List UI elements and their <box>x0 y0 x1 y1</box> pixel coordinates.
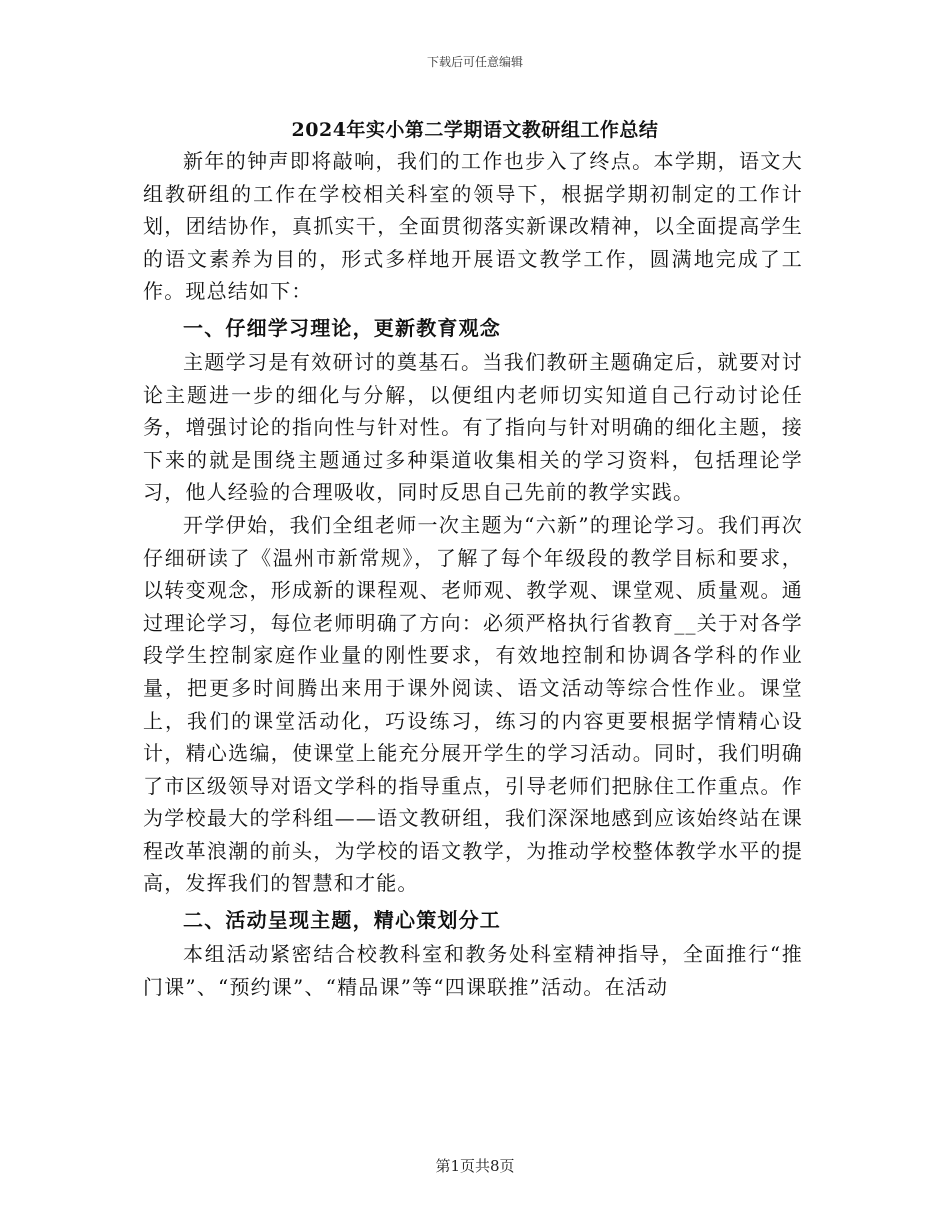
section-2-heading: 二、活动呈现主题，精心策划分工 <box>183 908 501 933</box>
header-note: 下载后可任意编辑 <box>426 55 523 69</box>
document-body <box>143 145 803 1003</box>
section-2-paragraph-1: 本组活动紧密结合校教科室和教务处科室精神指导，全面推行“推门课”、“预约课”、“精品课”等“四课联推”活动。在活动 <box>143 942 803 999</box>
page-number-footer: 第1页共8页 <box>435 1157 515 1175</box>
section-1-heading: 一、仔细学习理论，更新教育观念 <box>183 315 501 340</box>
section-1-paragraph-1: 主题学习是有效研讨的奠基石。当我们教研主题确定后，就要对讨论主题进一步的细化与分解，以便组内老师切实知道自己行动讨论任务，增强讨论的指向性与针对性。有了指向与针对明确的细化主题，接下来的就是围绕主题通过多种渠道收集相关的学习资料，包括理论学习，他人经验的合理吸收，同时反思自己先前的教学实践。 <box>143 349 803 505</box>
intro-paragraph: 新年的钟声即将敲响，我们的工作也步入了终点。本学期，语文大组教研组的工作在学校相关科室的领导下，根据学期初制定的工作计划，团结协作，真抓实干，全面贯彻落实新课改精神，以全面提高学生的语文素养为目的，形式多样地开展语文教学工作，圆满地完成了工作。现总结如下： <box>143 149 803 304</box>
section-1-paragraph-2: 开学伊始，我们全组老师一次主题为“六新”的理论学习。我们再次仔细研读了《温州市新常规》，了解了每个年级段的教学目标和要求，以转变观念，形成新的课程观、老师观、教学观、课堂观、质量观。通过理论学习，每位老师明确了方向：必须严格执行省教育__关于对各学段学生控制家庭作业量的刚性要求，有效地控制和协调各学科的作业量，把更多时间腾出来用于课外阅读、语文活动等综合性作业。课堂上，我们的课堂活动化，巧设练习，练习的内容更要根据学情精心设计，精心选编，使课堂上能充分展开学生的学习活动。同时，我们明确了市区级领导对语文学科的指导重点，引导老师们把脉住工作重点。作为学校最大的学科组——语文教研组，我们深深地感到应该始终站在课程改革浪潮的前头，为学校的语文教学，为推动学校整体教学水平的提高，发挥我们的智慧和才能。 <box>143 512 803 896</box>
document-title: 2024年实小第二学期语文教研组工作总结 <box>291 119 659 141</box>
